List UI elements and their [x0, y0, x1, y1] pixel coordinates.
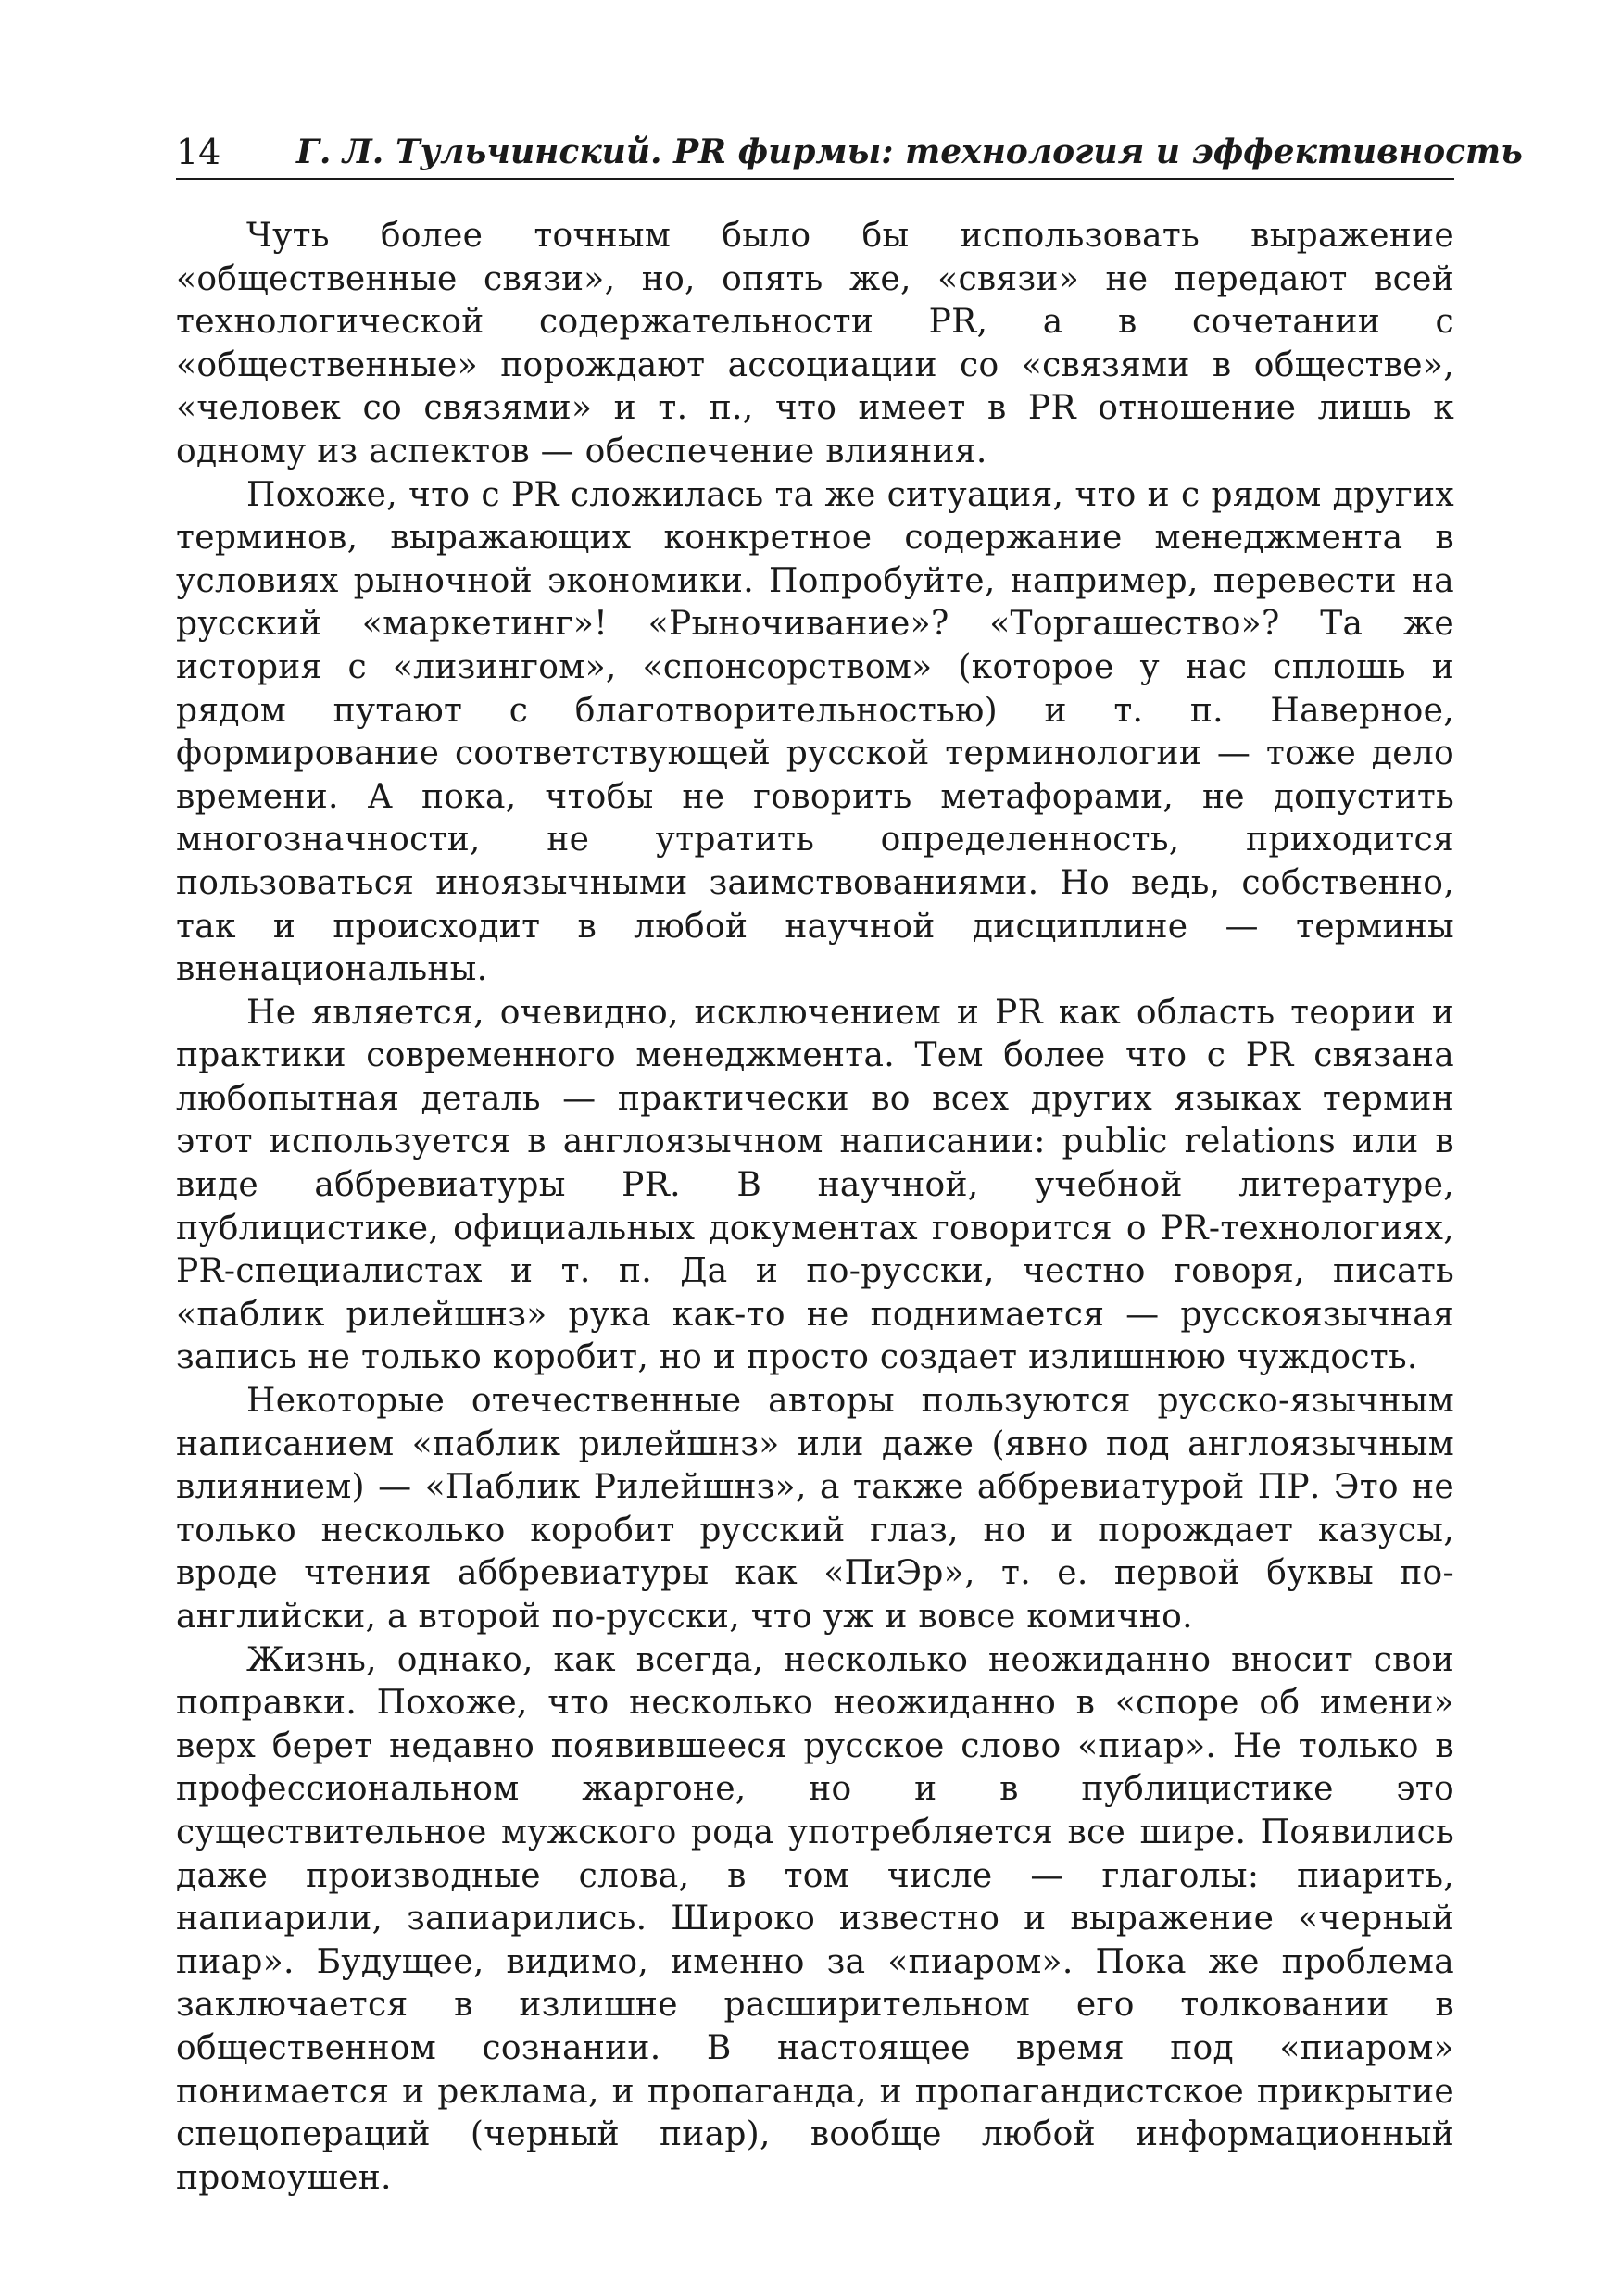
page-number: 14 — [176, 132, 221, 172]
paragraph-4: Некоторые отечественные авторы пользуются русско-язычным написанием «паблик рилейшнз» или даже (явно под англоязычным влиянием) — «Паблик Рилейшнз», а также аббревиатурой ПР. Это не только несколько коробит русский глаз, но и порождает казусы, вроде чтения аббревиатуры как «ПиЭр», т. е. первой буквы по-английски, а второй по-русски, что уж и вовсе комично. — [176, 1382, 1454, 1636]
paragraph-1: Чуть более точным было бы использовать выражение «общественные связи», но, опять же, «связи» не передают всей технологической содержательности PR, а в сочетании с «общественные» порождают ассоциации со «связями в обществе», «человек со связями» и т. п., что имеет в PR отношение лишь к одному из аспектов — обеспечение влияния. — [176, 217, 1454, 470]
paragraph-2: Похоже, что с PR сложилась та же ситуация, что и с рядом других терминов, выражающих конкретное содержание менеджмента в условиях рыночной экономики. Попробуйте, например, перевести на русский «маркетинг»! «Рыночивание»? «Торгашество»? Та же история с «лизингом», «спонсорством» (которое у нас сплошь и рядом путают с благотворительностью) и т. п. Наверное, формирование соответствующей русской терминологии — тоже дело времени. А пока, чтобы не говорить метафорами, не допустить многозначности, не утратить определенность, приходится пользоваться иноязычными заимствованиями. Но ведь, собственно, так и происходит в любой научной дисциплине — термины вненациональны. — [176, 475, 1454, 989]
paragraph-3: Не является, очевидно, исключением и PR как область теории и практики современного менеджмента. Тем более что с PR связана любопытная деталь — практически во всех других языках термин этот используется в англоязычном написании: public relations или в виде аббревиатуры PR. В научной, учебной литературе, публицистике, официальных документах говорится о PR-технологиях, PR-специалистах и т. п. Да и по-русски, честно говоря, писать «паблик рилейшнз» рука как-то не поднимается — русскоязычная запись не только коробит, но и просто создает излишнюю чуждость. — [176, 993, 1454, 1377]
running-head — [176, 128, 1523, 180]
paragraph-5: Жизнь, однако, как всегда, несколько неожиданно вносит свои поправки. Похоже, что несколько неожиданно в «споре об имени» верх берет недавно появившееся русское слово «пиар». Не только в профессиональном жаргоне, но и в публицистике это существительное мужского рода употребляется все шире. Появились даже производные слова, в том числе — глаголы: пиарить, напиарили, запиарились. Широко известно и выражение «черный пиар». Будущее, видимо, именно за «пиаром». Пока же проблема заключается в излишне расширительном его толковании в общественном сознании. В настоящее время под «пиаром» понимается и реклама, и пропаганда, и пропагандистское прикрытие спецопераций (черный пиар), вообще любой информационный промоушен. — [176, 1640, 1454, 2197]
running-title: Г. Л. Тульчинский. PR фирмы: технология и эффективность — [296, 132, 1523, 171]
body-text — [176, 215, 1454, 2200]
